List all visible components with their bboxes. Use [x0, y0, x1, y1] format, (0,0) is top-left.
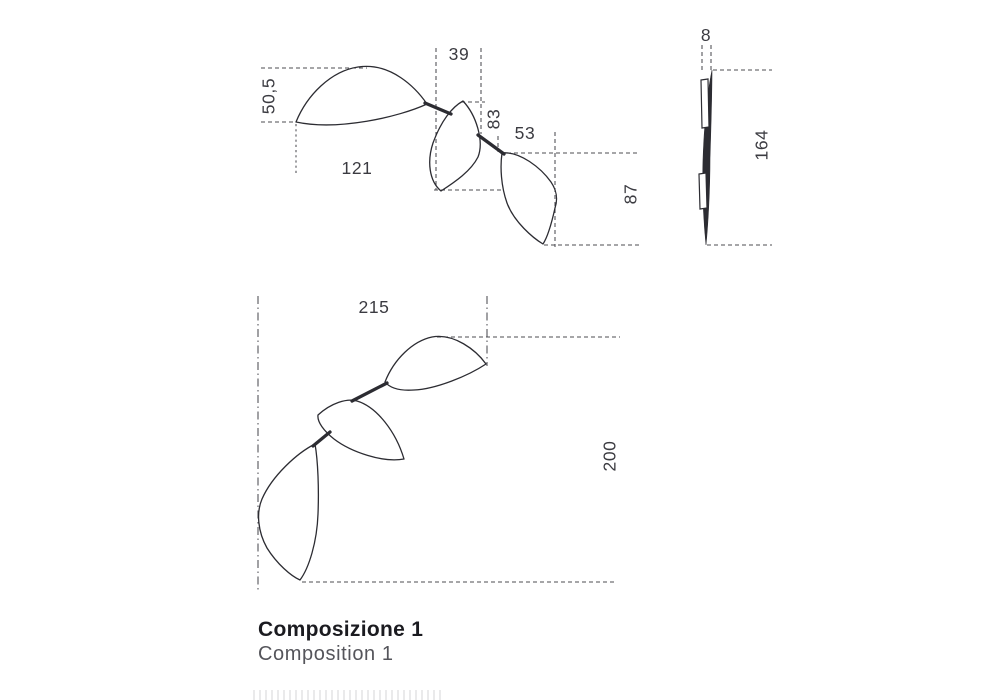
dimension-label-121: 121	[341, 158, 373, 178]
front-leaf-2	[430, 101, 480, 191]
dimension-label-39: 39	[448, 44, 470, 64]
front-leaf-3	[501, 153, 557, 244]
connector-rod-2	[478, 135, 504, 154]
dimension-label-53: 53	[514, 123, 536, 143]
plan-leaf-3	[259, 444, 319, 580]
caption-subtitle: Composition 1	[258, 643, 394, 665]
dimension-label-8: 8	[700, 25, 712, 45]
front-leaf-1	[296, 66, 427, 124]
plan-leaf-2	[318, 400, 404, 460]
wall-bracket-1	[701, 79, 709, 128]
caption-title: Composizione 1	[258, 618, 424, 641]
dimension-label-50-5: 50,5	[258, 77, 279, 115]
dimension-label-87: 87	[620, 183, 641, 205]
plan-leaf-1	[385, 336, 486, 390]
dimension-label-215: 215	[358, 297, 390, 317]
plan-connector-rod-1	[352, 383, 387, 401]
dimension-label-164: 164	[751, 129, 772, 161]
connector-rod-1	[425, 103, 451, 114]
side-view	[699, 25, 772, 245]
front-view	[259, 44, 641, 247]
dimension-label-83: 83	[483, 108, 504, 130]
dimension-label-200: 200	[599, 440, 620, 472]
plan-view	[258, 296, 620, 592]
wall-bracket-2	[699, 173, 707, 209]
cropped-text-artifact	[253, 690, 443, 700]
caption-block	[258, 617, 423, 666]
